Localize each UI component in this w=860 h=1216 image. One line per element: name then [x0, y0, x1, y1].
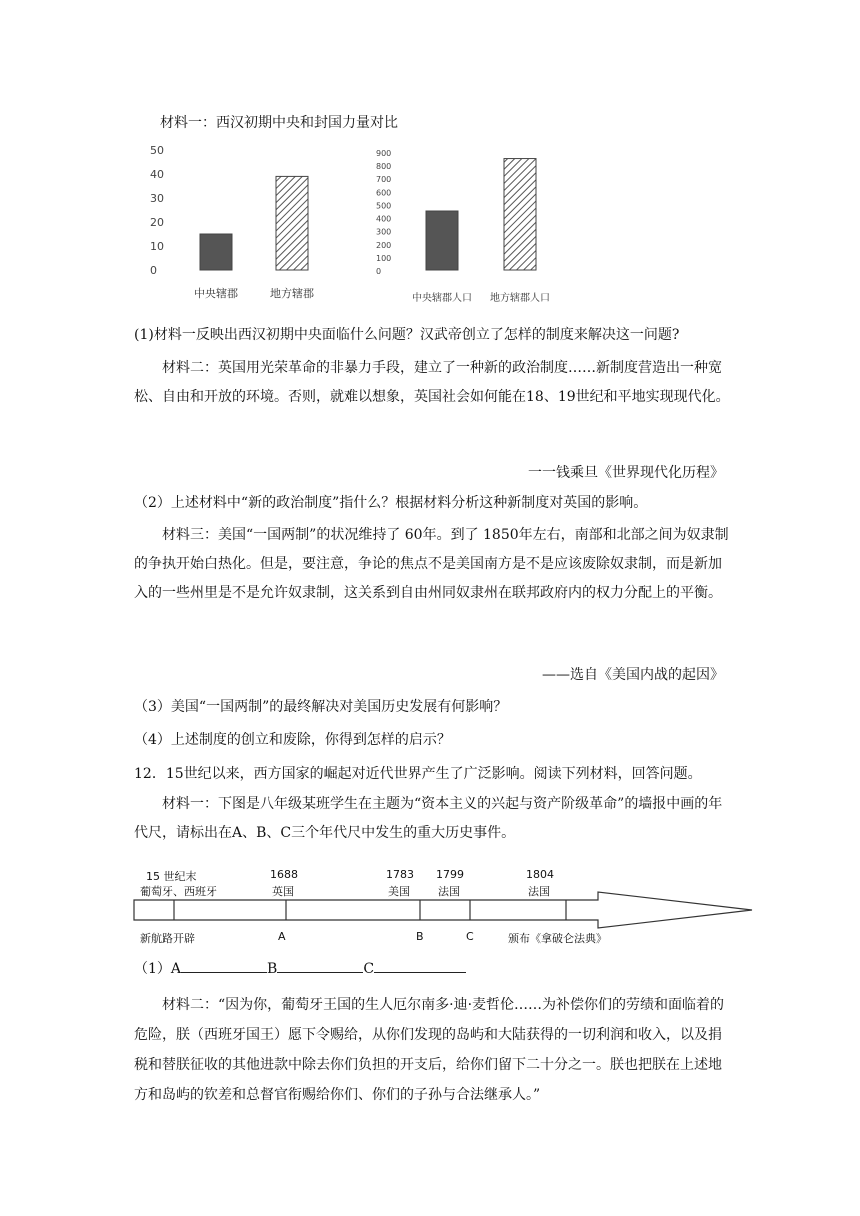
- chart-2: [370, 140, 570, 310]
- answer-line: [134, 958, 466, 978]
- material3-source: ——选自《美国内战的起因》: [542, 667, 724, 683]
- c2-ytick-label: 900: [376, 149, 392, 158]
- c2-bar: [426, 211, 458, 270]
- question-1: (1)材料一反映出西汉初期中央面临什么问题？汉武帝创立了怎样的制度来解决这一问题?: [134, 327, 680, 343]
- tl-country-2: 英国: [272, 885, 294, 898]
- c1-ytick-label: 30: [150, 192, 164, 205]
- c1-category-label: 地方辖郡: [270, 287, 314, 300]
- tl-country-4: 法国: [438, 885, 460, 898]
- c2-ytick-label: 100: [376, 253, 392, 263]
- c2-ytick-label: 700: [376, 175, 392, 185]
- tl-bottom-5: 颁布《拿破仑法典》: [508, 932, 607, 945]
- c2-ytick-label: 400: [376, 214, 392, 224]
- tl-bottom-B: B: [416, 930, 424, 943]
- answer-a-blank[interactable]: [181, 958, 267, 973]
- c1-ytick-label: 0: [150, 264, 157, 277]
- tl-year-3: 1783: [386, 868, 414, 881]
- c2-ytick-label: 300: [376, 227, 392, 237]
- answer-a-label: （1）A: [134, 961, 182, 977]
- c2-ytick-label: 600: [376, 188, 392, 198]
- c1-bar: [200, 234, 232, 270]
- c2-category-label: 地方辖郡人口: [490, 293, 550, 304]
- tl-year-5: 1804: [526, 868, 554, 881]
- tl-country-3: 美国: [388, 885, 410, 898]
- tl-year-4: 1799: [436, 868, 464, 881]
- c1-ytick-label: 50: [150, 144, 164, 157]
- c2-category-label: 中央辖郡人口: [412, 293, 472, 304]
- c2-ytick-label: 0: [376, 267, 382, 276]
- material2-text: 材料二：英国用光荣革命的非暴力手段，建立了一种新的政治制度……新制度营造出一种宽松、自由和开放的环境。否则，就难以想象，英国社会如何能在18、19世纪和平地实现现代化。: [134, 360, 730, 405]
- tl-bottom-A: A: [278, 930, 286, 943]
- tl-country-5: 法国: [528, 885, 550, 898]
- c1-ytick-label: 10: [150, 240, 164, 253]
- answer-b-blank[interactable]: [277, 958, 363, 973]
- tl-country-1: 葡萄牙、西班牙: [140, 885, 217, 898]
- c2-bar: [504, 159, 536, 270]
- question-12: 12．15世纪以来，西方国家的崛起对近代世界产生了广泛影响。阅读下列材料，回答问题。: [134, 766, 702, 782]
- c1-ytick-label: 40: [150, 168, 164, 181]
- c2-ytick-label: 500: [376, 201, 392, 211]
- chart-1: [140, 140, 350, 310]
- material1-title: 材料一：西汉初期中央和封国力量对比: [160, 115, 398, 131]
- material12-1-text: 材料一：下图是八年级某班学生在主题为“资本主义的兴起与资产阶级革命”的墙报中画的年代尺，请标出在A、B、C三个年代尺中发生的重大历史事件。: [134, 796, 723, 841]
- material12-2-text: 材料二：“因为你，葡萄牙王国的生人厄尔南多·迪·麦哲伦……为补偿你们的劳绩和面临着的危险，朕（西班牙国王）愿下令赐给，从你们发现的岛屿和大陆获得的一切利润和收入，以及捐税和替朕征收的其他进款中除去你们负担的开支后，给你们留下二十分之一。朕也把朕在上述地方和岛屿的钦差和总督官衔赐给你们、你们的子孙与合法继承人。”: [134, 997, 725, 1103]
- material2-source: 一一钱乘旦《世界现代化历程》: [528, 465, 724, 481]
- tl-bottom-1: 新航路开辟: [140, 932, 195, 945]
- material3-text: 材料三：美国“一国两制”的状况维持了 60年。到了 1850年左右，南部和北部之间为奴隶制的争执开始白热化。但是，要注意，争论的焦点不是美国南方是不是应该废除奴隶制，而是新加入的一些州里是不是允许奴隶制，这关系到自由州同奴隶州在联邦政府内的权力分配上的平衡。: [134, 527, 729, 601]
- question-3: （3）美国“一国两制”的最终解决对美国历史发展有何影响？: [134, 699, 508, 715]
- timeline: [132, 866, 758, 946]
- tl-bottom-C: C: [466, 930, 474, 943]
- tl-year-1: 15 世纪末: [146, 870, 197, 883]
- c1-ytick-label: 20: [150, 216, 164, 229]
- c2-ytick-label: 200: [376, 240, 392, 250]
- tl-year-2: 1688: [270, 868, 298, 881]
- c1-bar: [276, 176, 308, 270]
- question-4: （4）上述制度的创立和废除，你得到怎样的启示？: [134, 732, 451, 748]
- answer-b-label: B: [267, 961, 278, 977]
- c2-ytick-label: 800: [376, 162, 392, 172]
- answer-c-label: C: [363, 961, 375, 977]
- c1-category-label: 中央辖郡: [194, 287, 238, 300]
- question-2: （2）上述材料中“新的政治制度”指什么？根据材料分析这种新制度对英国的影响。: [134, 495, 648, 511]
- answer-c-blank[interactable]: [374, 958, 466, 973]
